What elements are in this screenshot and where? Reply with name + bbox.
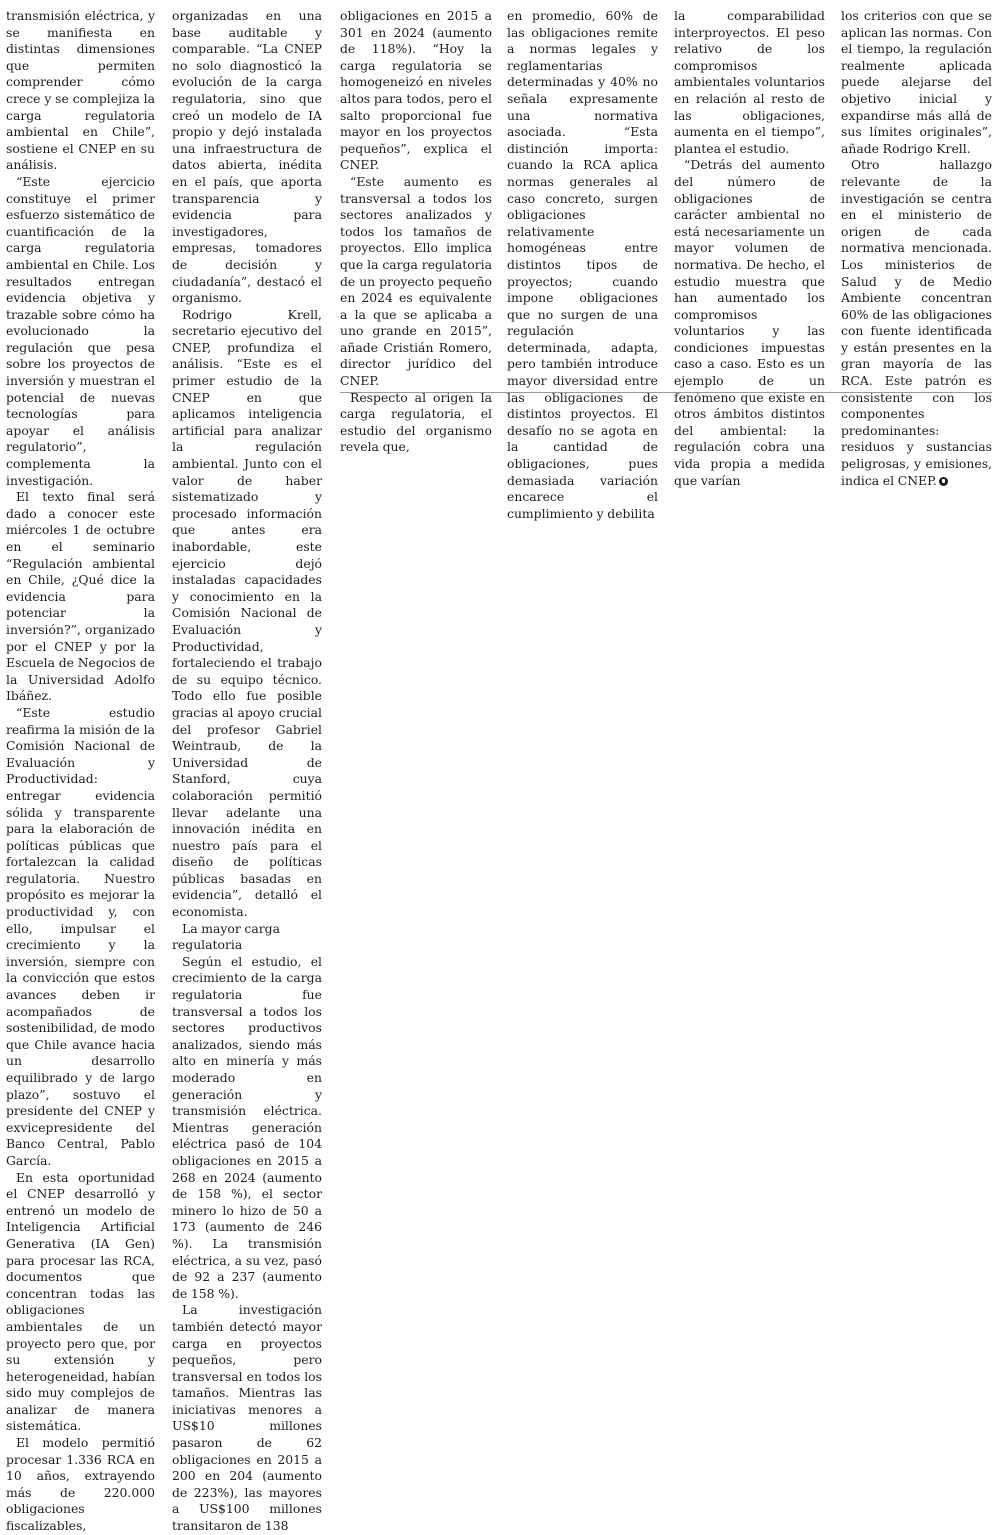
article-paragraph: en promedio, 60% de las obligaciones remite a normas legales y reglamentarias determinadas y 40% no señala expresamente una normativa asociada. “Esta distinción importa: cuando la RCA aplica normas generales al caso concreto, surgen obligaciones relativamente homogéneas entre distintos tipos de proyectos; cuando impone obligaciones que no surgen de una regulación determinada, adapta, pero también introduce mayor diversidad entre las obligaciones de distintos proyectos. El desafío no se agota en la cantidad de obligaciones, pues demasiada variación encarece el cumplimiento y debilita [507,8,658,521]
article-subheading: La mayor carga regulatoria [172,920,280,953]
article-paragraph: Otro hallazgo relevante de la investigación se centra en el ministerio de origen de cada normativa mencionada. Los ministerios de Salud y de Medio Ambiente concentran 60% de las obligaciones con fuente identificada y están presentes en la gran mayoría de las RCA. Este patrón es consistente con los componentes predominantes: residuos y sustancias peligrosas, y emisiones, indica el CNEP. [841,157,992,488]
article-paragraph: “Este estudio reafirma la misión de la Comisión Nacional de Evaluación y Productividad: entregar evidencia sólida y transparente para la elaboración de políticas públicas que fortalezcan la calidad regulatoria. Nuestro propósito es mejorar la productividad y, con ello, impulsar el crecimiento y la inversión, siempre con la convicción que estos avances deben ir acompañados de sostenibilidad, de modo que Chile avance hacia un desarrollo equilibrado y de largo plazo”, sostuvo el presidente del CNEP y exvicepresidente del Banco Central, Pablo García. [6,704,155,1168]
article-paragraph: Según el estudio, el crecimiento de la carga regulatoria fue transversal a todos los sectores productivos analizados, siendo más alto en minería y más moderado en generación y transmisión eléctrica. Mientras generación eléctrica pasó de 104 obligaciones en 2015 a 268 en 2024 (aumento de 158 %), el sector minero lo hizo de 50 a 173 (aumento de 246 %). La transmisión eléctrica, a su vez, pasó de 92 a 237 (aumento de 158 %). [172,953,322,1301]
article-column-1 [6,8,155,1535]
article-paragraph: “Este aumento es transversal a todos los sectores analizados y todos los tamaños de proyectos. Ello implica que la carga regulatoria de un proyecto pequeño en 2024 es equivalente a la que se aplicaba a uno grande en 2015”, añade Cristián Romero, director jurídico del CNEP. [340,173,492,389]
article-paragraph: transmisión eléctrica, y se manifiesta en distintas dimensiones que permiten comprender cómo crece y se complejiza la carga regulatoria ambiental en Chile”, sostiene el CNEP en su análisis. [6,8,155,173]
article-column-4 [507,8,658,522]
article-paragraph: Respecto al origen la carga regulatoria, el estudio del organismo revela que, [340,389,492,455]
article-paragraph: Rodrigo Krell, secretario ejecutivo del CNEP, profundiza el análisis. “Este es el primer estudio de la CNEP en que aplicamos inteligencia artificial para analizar la regulación ambiental. Junto con el valor de haber sistematizado y procesado información que antes era inabordable, este ejercicio dejó instaladas capacidades y conocimiento en la Comisión Nacional de Evaluación y Productividad, fortaleciendo el trabajo de su equipo técnico. Todo ello fue posible gracias al apoyo crucial del profesor Gabriel Weintraub, de la Universidad de Stanford, cuya colaboración permitió llevar adelante una innovación inédita en nuestro país para el diseño de políticas públicas basadas en evidencia”, detalló el economista. [172,306,322,920]
article-column-6 [841,8,992,489]
article-paragraph: organizadas en una base auditable y comparable. “La CNEP no solo diagnosticó la evolución de la carga regulatoria, sino que creó un modelo de IA propio y dejó instalada una infraestructura de datos abierta, inédita en el país, que aporta transparencia y evidencia para investigadores, empresas, tomadores de decisión y ciudadanía”, destacó el organismo. [172,8,322,306]
article-paragraph: la comparabilidad interproyectos. El peso relativo de los compromisos ambientales voluntarios en relación al resto de las obligaciones, aumenta en el tiempo”, plantea el estudio. [674,8,825,156]
end-of-article-icon [939,477,948,486]
article-paragraph: los criterios con que se aplican las normas. Con el tiempo, la regulación realmente aplicada puede alejarse del objetivo inicial y expandirse más allá de sus límites originales”, añade Rodrigo Krell. [841,8,992,156]
article-paragraph: obligaciones en 2015 a 301 en 2024 (aumento de 118%). “Hoy la carga regulatoria se homogeneizó en niveles altos para todos, pero el salto proporcional fue mayor en los proyectos pequeños”, explica el CNEP. [340,8,492,173]
article-column-5 [674,8,825,489]
article-column-3 [340,8,492,456]
article-paragraph: En esta oportunidad el CNEP desarrolló y entrenó un modelo de Inteligencia Artificial Generativa (IA Gen) para procesar las RCA, documentos que concentran todas las obligaciones ambientales de un proyecto pero que, por su extensión y heterogeneidad, habían sido muy complejos de analizar de manera sistemática. [6,1169,156,1434]
article-column-2 [172,8,322,1535]
section-divider-rule [340,392,992,393]
article-paragraph: “Este ejercicio constituye el primer esfuerzo sistemático de cuantificación de la carga regulatoria ambiental en Chile. Los resultados entregan evidencia objetiva y trazable sobre cómo ha evolucionado la regulación que pesa sobre los proyectos de inversión y muestran el potencial de nuevas tecnologías para apoyar el análisis regulatorio”, complementa la investigación. [6,173,155,488]
article-paragraph: El texto final será dado a conocer este miércoles 1 de octubre en el seminario “Regulación ambiental en Chile, ¿Qué dice la evidencia para potenciar la inversión?”, organizado por el CNEP y por la Escuela de Negocios de la Universidad Adolfo Ibáñez. [6,489,155,704]
article-paragraph: La investigación también detectó mayor carga en proyectos pequeños, pero transversal en todos los tamaños. Mientras las iniciativas menores a US$10 millones pasaron de 62 obligaciones en 2015 a 200 en 204 (aumento de 223%), las mayores a US$100 millones transitaron de 138 [172,1302,322,1534]
article-paragraph: “Detrás del aumento del número de obligaciones de carácter ambiental no está necesariamente un mayor volumen de normativa. De hecho, el estudio muestra que han aumentado los compromisos voluntarios y las condiciones impuestas caso a caso. Esto es un ejemplo de un fenómeno que existe en otros ámbitos distintos del ambiental: la regulación cobra una vida propia a medida que varían [674,157,825,488]
article-paragraph: El modelo permitió procesar 1.336 RCA en 10 años, extrayendo más de 220.000 obligaciones fiscalizables, [6,1435,155,1534]
